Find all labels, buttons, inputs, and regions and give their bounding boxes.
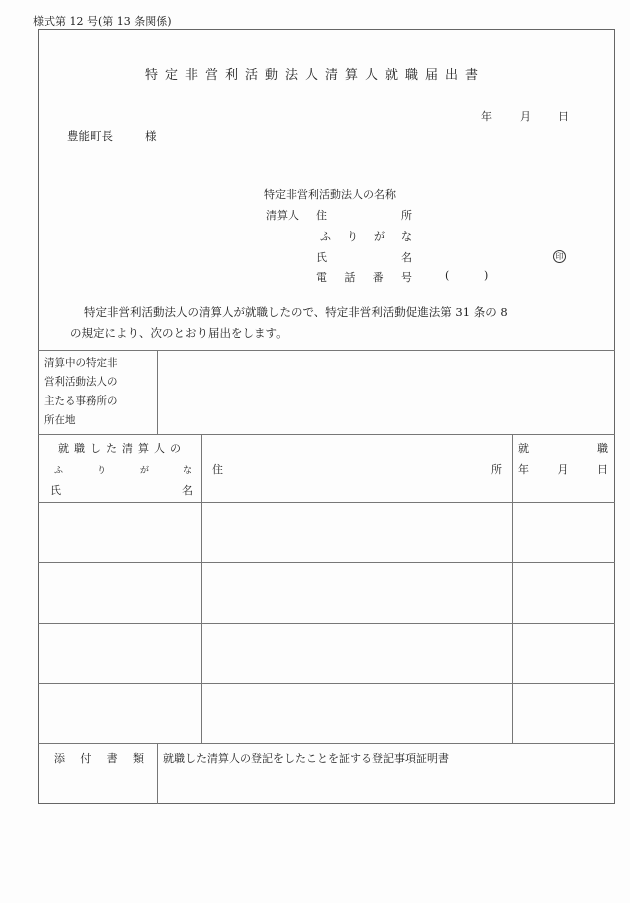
date-month: 月 xyxy=(520,110,531,123)
divider xyxy=(38,434,615,435)
form-number-label: 様式第 12 号(第 13 条関係) xyxy=(33,15,172,28)
name-label: 氏 名 xyxy=(316,251,412,264)
addressee-honorific: 様 xyxy=(145,129,157,143)
date-col-header-1: 就 職 xyxy=(518,442,608,455)
org-name-label: 特定非営利活動法人の名称 xyxy=(264,188,396,201)
divider xyxy=(38,562,615,563)
row-4-address-cell[interactable] xyxy=(203,685,511,742)
phone-close-paren: ) xyxy=(484,269,489,282)
row-1-date-cell[interactable] xyxy=(514,504,614,561)
furigana-label: ふ り が な xyxy=(320,230,412,243)
statement-line-2: の規定により、次のとおり届出をします。 xyxy=(70,326,288,340)
row-3-name-cell[interactable] xyxy=(40,625,200,682)
date-col-header-2: 年 月 日 xyxy=(518,463,608,476)
office-location-field[interactable] xyxy=(160,352,612,432)
seal-mark xyxy=(553,249,566,263)
phone-label: 電 話 番 号 xyxy=(316,271,412,284)
address-col-header: 住 所 xyxy=(212,463,502,476)
attachments-label: 添 付 書 類 xyxy=(54,752,144,765)
name-col-furigana: ふ り が な xyxy=(54,466,192,476)
phone-open-paren: ( xyxy=(445,269,450,282)
divider xyxy=(38,502,615,503)
row-3-date-cell[interactable] xyxy=(514,625,614,682)
name-col-header: 就職した清算人の xyxy=(58,442,186,455)
row-4-date-cell[interactable] xyxy=(514,685,614,742)
date-day: 日 xyxy=(558,110,569,123)
divider xyxy=(38,743,615,744)
divider xyxy=(157,350,158,434)
seal-icon: 印 xyxy=(553,250,566,263)
divider xyxy=(157,743,158,804)
liquidator-label: 清算人 xyxy=(266,209,299,222)
row-3-address-cell[interactable] xyxy=(203,625,511,682)
date-year: 年 xyxy=(481,110,492,123)
address-label: 住 所 xyxy=(316,209,412,222)
document-title: 特定非営利活動法人清算人就職届出書 xyxy=(144,68,485,83)
addressee-name: 豊能町長 xyxy=(67,129,113,143)
divider xyxy=(38,683,615,684)
statement-line-1: 特定非営利活動法人の清算人が就職したので、特定非営利活動促進法第 31 条の 8 xyxy=(84,305,508,319)
office-location-label: 清算中の特定非 営利活動法人の 主たる事務所の 所在地 xyxy=(44,357,118,426)
row-2-date-cell[interactable] xyxy=(514,564,614,622)
divider xyxy=(38,350,615,351)
divider xyxy=(201,434,202,743)
divider xyxy=(512,434,513,743)
attachments-value: 就職した清算人の登記をしたことを証する登記事項証明書 xyxy=(163,752,449,765)
row-2-address-cell[interactable] xyxy=(203,564,511,622)
row-1-name-cell[interactable] xyxy=(40,504,200,561)
row-4-name-cell[interactable] xyxy=(40,685,200,742)
divider xyxy=(38,623,615,624)
row-1-address-cell[interactable] xyxy=(203,504,511,561)
row-2-name-cell[interactable] xyxy=(40,564,200,622)
name-col-name: 氏 名 xyxy=(50,484,193,497)
